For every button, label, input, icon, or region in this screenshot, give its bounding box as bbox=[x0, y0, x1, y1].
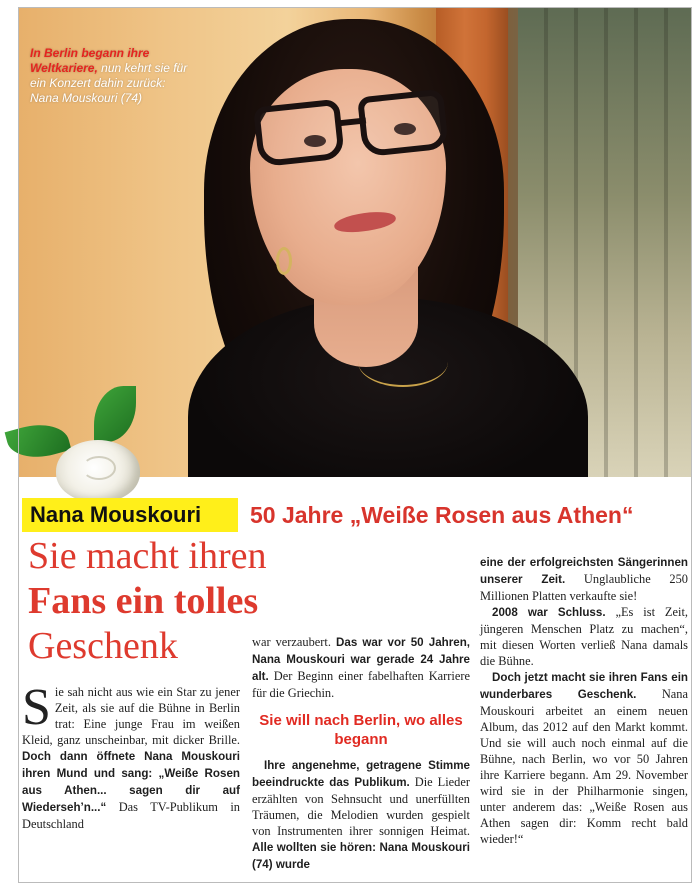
paragraph-bold: eine der erfolgreichsten Sängerinnen unserer Zeit. bbox=[480, 556, 688, 586]
caption-text: nun kehrt sie für ein Konzert dahin zurück: Nana Mouskouri (74) bbox=[30, 61, 188, 105]
paragraph-bold: Ihre angenehme, getragene Stimme beeindruckte das Publikum. bbox=[252, 759, 470, 789]
paragraph bbox=[480, 669, 688, 847]
paragraph-text: „Es ist Zeit, jüngeren Menschen Platz zu machen“, mit diesen Worten verließ Nana damals die Bühne. bbox=[480, 605, 688, 668]
article-column-1 bbox=[22, 679, 240, 832]
paragraph-text: Unglaubliche 250 Millionen Platten verkaufte sie! bbox=[480, 572, 688, 603]
dropcap: S bbox=[22, 679, 51, 736]
headline-line-3: Geschenk bbox=[28, 625, 178, 667]
article-column-2 bbox=[252, 634, 470, 873]
paragraph-bold: Doch jetzt macht sie ihren Fans ein wunderbares Geschenk. bbox=[480, 671, 688, 701]
white-rose-icon bbox=[8, 384, 148, 504]
portrait-necklace bbox=[358, 337, 448, 387]
glasses-lens-left bbox=[253, 99, 345, 168]
portrait-earring bbox=[276, 247, 292, 275]
paragraph-text: ie sah nicht aus wie ein Star zu jener Zeit, als sie auf die Bühne in Berlin trat: Eine junge Frau im weißen Kleid, ganz unscheinbar, mit dicker Brille. bbox=[22, 685, 240, 747]
paragraph-text: Das TV-Publikum in Deutschland bbox=[22, 800, 240, 831]
paragraph-bold: Alle wollten sie hören: Nana Mouskouri (74) wurde bbox=[252, 841, 470, 871]
article-column-3 bbox=[480, 554, 688, 847]
glasses-lens-right bbox=[357, 89, 449, 158]
paragraph bbox=[22, 679, 240, 832]
rose-leaf-top bbox=[94, 386, 136, 442]
paragraph-text: Nana Mouskouri arbeitet an einem neuen Album, das 2012 auf den Markt kommt. Und sie will auch noch einmal auf die Bühne, nach Berlin, wo vor 50 Jahren ihre Karriere begann. Am 29. November wird sie in der Philharmonie singen, unter anderem das: „Weiße Rosen aus Athen sagen dir: Komm recht bald wieder!“ bbox=[480, 687, 688, 846]
caption-highlight: In Berlin begann ihre Weltkariere, bbox=[30, 46, 150, 75]
paragraph-text: war verzaubert. bbox=[252, 635, 336, 649]
paragraph bbox=[252, 634, 470, 701]
paragraph bbox=[480, 554, 688, 604]
headline-line-2: Fans ein tolles bbox=[28, 580, 259, 622]
article-subhead: Sie will nach Berlin, wo alles begann bbox=[259, 712, 463, 748]
paragraph-bold: Doch dann öffnete Nana Mouskouri ihren Mund und sang: „Weiße Rosen aus Athen... sagen dir auf Wiederseh’n...“ bbox=[22, 750, 240, 814]
rose-petal bbox=[82, 456, 116, 480]
article-kicker: 50 Jahre „Weiße Rosen aus Athen“ bbox=[250, 502, 634, 528]
paragraph-text: Die Lieder erzählten von Sehnsucht und unerfüllten Träumen, die Melodien wurden gespielt von Instrumenten ihrer sonnigen Heimat. bbox=[252, 775, 470, 838]
paragraph-text: Der Beginn einer fabelhaften Karriere für die Griechin. bbox=[252, 669, 470, 700]
paragraph-bold: 2008 war Schluss. bbox=[492, 606, 606, 619]
headline-line-1: Sie macht ihren bbox=[28, 535, 267, 577]
paragraph-bold: Das war vor 50 Jahren, Nana Mouskouri war gerade 24 Jahre alt. bbox=[252, 636, 470, 683]
paragraph bbox=[252, 757, 470, 873]
photo-caption bbox=[30, 46, 190, 106]
name-label: Nana Mouskouri bbox=[22, 498, 238, 532]
portrait-glasses bbox=[256, 103, 452, 177]
paragraph bbox=[480, 604, 688, 669]
